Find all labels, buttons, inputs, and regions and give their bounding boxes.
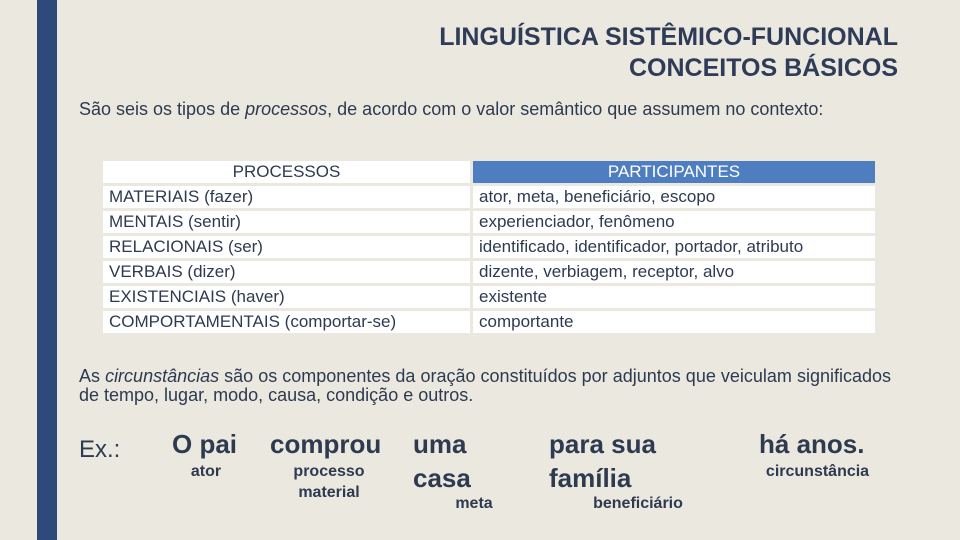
table-header-row [103, 161, 875, 183]
process-cell: MATERIAIS (fazer) [103, 186, 470, 208]
circumstances-paragraph [79, 367, 891, 405]
role-meta: meta [455, 495, 493, 512]
circ-emphasis: circunstâncias [105, 366, 220, 386]
table-row [103, 236, 875, 258]
example-label: Ex.: [79, 436, 121, 463]
intro-text-after: , de acordo com o valor semântico que assumem no contexto: [327, 99, 824, 119]
process-cell: RELACIONAIS (ser) [103, 236, 470, 258]
participant-cell: dizente, verbiagem, receptor, alvo [473, 261, 875, 283]
intro-emphasis: processos [245, 99, 328, 119]
role-processo: processo [293, 463, 365, 480]
table-row [103, 186, 875, 208]
intro-text-before: São seis os tipos de [79, 99, 246, 119]
header-processos: PROCESSOS [103, 161, 470, 183]
example-word-ha-anos: há anos. [759, 429, 865, 459]
table-row [103, 286, 875, 308]
participant-cell: identificado, identificador, portador, atributo [473, 236, 875, 258]
process-cell: MENTAIS (sentir) [103, 211, 470, 233]
role-circunstancia: circunstância [765, 463, 870, 480]
role-ator: ator [190, 463, 222, 480]
process-cell: EXISTENCIAIS (haver) [103, 286, 470, 308]
title-line-1: LINGUÍSTICA SISTÊMICO-FUNCIONAL [439, 23, 898, 51]
circ-text-after: são os componentes da oração constituídos por adjuntos que veiculam significados de tempo, lugar, modo, causa, condição e outros. [79, 366, 892, 405]
header-participantes: PARTICIPANTES [473, 161, 875, 183]
title-line-2: CONCEITOS BÁSICOS [628, 54, 898, 82]
participant-cell: experienciador, fenômeno [473, 211, 875, 233]
process-cell: VERBAIS (dizer) [103, 261, 470, 283]
example-word-familia: família [549, 463, 632, 493]
table-row [103, 261, 875, 283]
slide-title [439, 22, 898, 84]
process-cell: COMPORTAMENTAIS (comportar-se) [103, 311, 470, 333]
table-row [103, 211, 875, 233]
intro-paragraph [79, 100, 909, 118]
role-beneficiario: beneficiário [593, 495, 683, 512]
circ-text-before: As [79, 366, 106, 386]
accent-side-bar [37, 0, 57, 540]
example-word-comprou: comprou [270, 429, 382, 459]
example-word-o-pai: O pai [172, 429, 238, 459]
participant-cell: ator, meta, beneficiário, escopo [473, 186, 875, 208]
participant-cell: comportante [473, 311, 875, 333]
role-material: material [298, 484, 360, 501]
participant-cell: existente [473, 286, 875, 308]
example-word-para-sua: para sua [549, 429, 656, 459]
example-word-casa: casa [413, 463, 471, 493]
processes-table [100, 158, 878, 336]
example-word-uma: uma [413, 429, 467, 459]
table-row [103, 311, 875, 333]
